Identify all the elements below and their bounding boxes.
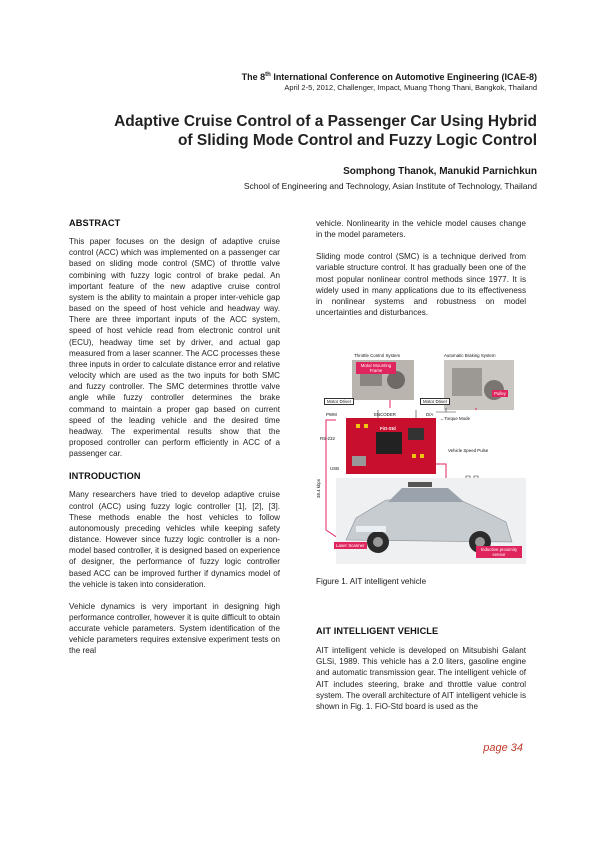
paper-authors: Somphong Thanok, Manukid Parnichkun: [343, 166, 537, 177]
label-rs232: RS-232: [320, 436, 335, 441]
label-laser-scanner: Laser Scanner: [336, 543, 365, 548]
label-encoder: ENCODER: [374, 412, 396, 417]
figure-illustration: [316, 350, 526, 565]
ait-vehicle-paragraph: AIT intelligent vehicle is developed on Mitsubishi Galant GLSi, 1989. This vehicle has a 2.0 liters, gasoline engine and automatic transmission gear. The intelligent vehicle of AIT includes steering, brake and throttle value control system. The overall architecture of AIT intelligent vehicle is shown in Fig. 1. FiO-Std board is used as the: [316, 646, 526, 711]
introduction-paragraph-1: Many researchers have tried to develop adaptive cruise control (ACC) using fuzzy logic controller [1], [2], [3]. These methods enable the host vehicles to follow autonomously preceding vehicles while keeping safety distance. However since fuzzy logic controller is a non-model based controller, it is designed based on experience of designer, the performance of fuzzy logic controller based ACC can be improved further if dynamics model of the vehicle is taken into consideration.: [69, 490, 280, 589]
label-motor-mounting-frame: Motor Mounting Frame: [356, 362, 396, 374]
conference-subtitle: April 2-5, 2012, Challenger, Impact, Muang Thong Thani, Bangkok, Thailand: [284, 83, 537, 92]
right-column-bottom: [316, 626, 526, 712]
paper-title: Adaptive Cruise Control of a Passenger Car Using Hybrid of Sliding Mode Control and Fuzzy Logic Control: [114, 113, 537, 149]
figure-caption: Figure 1. AIT intelligent vehicle: [316, 577, 427, 586]
label-usb: USB: [330, 466, 340, 471]
introduction-paragraph-2: Vehicle dynamics is very important in designing high performance controller, however it is quite difficult to obtain accurate vehicle parameters. System identification of the vehicle parameters requires extensive experiment tests on the real: [69, 601, 280, 656]
label-throttle-control: Throttle Control System: [354, 353, 401, 358]
smc-paragraph: Sliding mode control (SMC) is a technique derived from variable structure control. It has gradually been one of the most popular nonlinear control methods since 1977. It is widely used in many applications due to its effectiveness in nonlinear systems and robustness on model uncertainties and disturbances.: [316, 252, 526, 318]
label-board: FiO-Std: [380, 426, 396, 431]
label-pulley: Pulley: [494, 391, 506, 396]
right-column-top: [316, 218, 526, 318]
figure-ait-vehicle: [316, 350, 526, 565]
page-number: page 34: [483, 742, 523, 754]
label-motor-driver-right: Motor Driver: [420, 398, 450, 405]
introduction-heading: INTRODUCTION: [69, 471, 141, 482]
label-inductive-sensor: Inductive proximity sensor: [476, 546, 522, 558]
label-motor-driver-left: Motor Driver: [324, 398, 354, 405]
label-torque-mode: ←Torque Mode: [440, 416, 471, 421]
label-da: D/A: [426, 412, 434, 417]
left-column: [69, 218, 280, 657]
conference-header: [242, 70, 537, 93]
abstract-text: This paper focuses on the design of adaptive cruise control (ACC) which was implemented on a passenger car based on sliding mode control (SMC) of throttle valve combining with fuzzy logic control of brake pedal. An important feature of the new adaptive cruise control system is the ability to maintain a proper inter-vehicle gap based on the speed of host vehicle and headway way. There are three important inputs of the ACC system, speed of host vehicle read from electronic control unit (ECU), headway time set by driver, and actual gap measured from a laser scanner. The ACC processes these three inputs in order to calculate distance error and relative velocity which are used as the two inputs for both SMC and fuzzy controller. The SMC determines throttle valve angle while fuzzy controller determines the brake command to maintain a proper gap based on current speed of the leading vehicle and the desired time headway. The experimental results show that the proposed controller can perform efficiently in ACC of a passenger car.: [69, 237, 281, 459]
continuation-text: vehicle. Nonlinearity in the vehicle model causes change in the model parameters.: [316, 219, 526, 240]
label-vehicle-speed-pulse: Vehicle Speed Pulse: [448, 448, 489, 453]
section-heading-ait-vehicle: AIT INTELLIGENT VEHICLE: [316, 626, 439, 636]
abstract-heading: ABSTRACT: [69, 218, 121, 228]
label-baud-rate: 38.4 kbps: [316, 478, 321, 498]
label-automatic-braking: Automatic Braking System: [444, 353, 496, 358]
label-pwm: PWM: [326, 412, 337, 417]
paper-affiliation: School of Engineering and Technology, Asian Institute of Technology, Thailand: [243, 181, 537, 191]
conference-title: The 8th International Conference on Automotive Engineering (ICAE-8): [241, 72, 537, 82]
